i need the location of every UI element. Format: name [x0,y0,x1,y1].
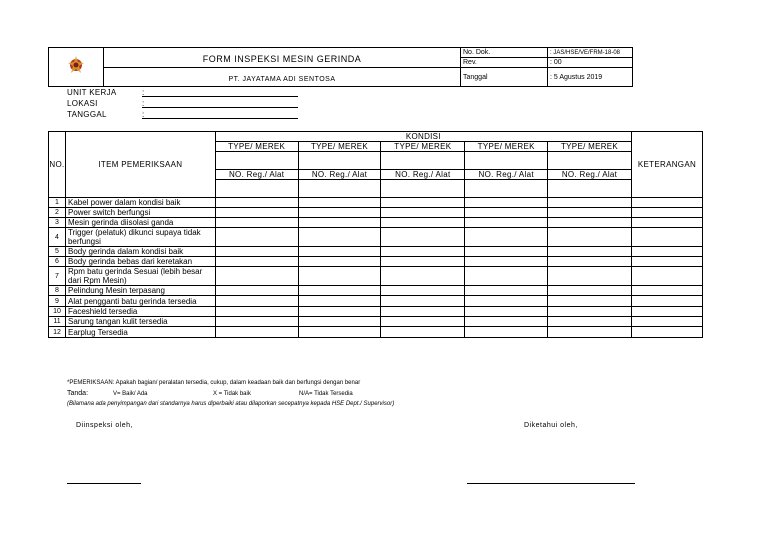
kondisi-cell[interactable] [381,228,465,247]
item-text: Earplug Tersedia [65,327,215,338]
item-number: 3 [49,218,66,228]
keterangan-cell[interactable] [631,198,702,208]
kondisi-cell[interactable] [465,247,548,257]
kondisi-cell[interactable] [215,228,298,247]
tanda-label: Tanda: [67,390,89,397]
kondisi-cell[interactable] [548,327,632,338]
keterangan-cell[interactable] [631,208,702,218]
item-number: 11 [49,317,66,327]
item-text: Sarung tangan kulit tersedia [65,317,215,327]
item-number: 5 [49,247,66,257]
tanda-x: X = Tidak baik [213,391,251,397]
no-reg-header: NO. Reg./ Alat [298,170,381,180]
logo-cell [49,48,104,87]
kondisi-cell[interactable] [298,228,381,247]
lokasi-field[interactable] [142,107,298,108]
kondisi-cell[interactable] [548,296,632,307]
kondisi-cell[interactable] [465,208,548,218]
kondisi-cell[interactable] [381,257,465,267]
item-number: 4 [49,228,66,247]
table-row [49,267,703,286]
kondisi-cell[interactable] [215,257,298,267]
kondisi-cell[interactable] [548,307,632,317]
table-row [49,327,703,338]
tanda-na: N/A= Tidak Tersedia [299,391,353,397]
kondisi-cell[interactable] [548,257,632,267]
kondisi-cell[interactable] [465,307,548,317]
keterangan-cell[interactable] [631,257,702,267]
kondisi-cell[interactable] [298,257,381,267]
item-number: 6 [49,257,66,267]
no-reg-header: NO. Reg./ Alat [465,170,548,180]
doc-value: : JAS/HSE/VE/FRM-18-08 [548,48,633,58]
info-block [67,87,117,120]
kondisi-cell[interactable] [215,247,298,257]
no-reg-header: NO. Reg./ Alat [548,170,632,180]
kondisi-cell[interactable] [215,208,298,218]
item-text: Pelindung Mesin terpasang [65,286,215,296]
kondisi-cell[interactable] [465,228,548,247]
tanggal-field[interactable] [142,118,298,119]
kondisi-cell[interactable] [298,267,381,286]
known-by-label: Diketahui oleh, [524,422,578,429]
colon: : [142,99,145,108]
kondisi-cell[interactable] [548,286,632,296]
table-row [49,317,703,327]
keterangan-cell[interactable] [631,307,702,317]
kondisi-cell[interactable] [465,327,548,338]
unit-kerja-label: UNIT KERJA [67,88,117,97]
kondisi-cell[interactable] [381,208,465,218]
kondisi-cell[interactable] [381,198,465,208]
note-line-3: (Bilamana ada penyimpangan dari standarnya harus diperbaiki atau dilaporkan secepatnya kepada HSE Dept./ Supervisor) [67,401,395,407]
type-merek-header: TYPE/ MEREK [215,142,298,152]
type-merek-header: TYPE/ MEREK [548,142,632,152]
kondisi-cell[interactable] [465,267,548,286]
kondisi-cell[interactable] [465,257,548,267]
kondisi-cell[interactable] [381,286,465,296]
table-row [49,296,703,307]
keterangan-cell[interactable] [631,317,702,327]
table-row [49,247,703,257]
kondisi-cell[interactable] [215,218,298,228]
approver-signature-line[interactable] [467,483,635,484]
kondisi-cell[interactable] [548,198,632,208]
item-text: Trigger (pelatuk) dikunci supaya tidak berfungsi [65,228,215,247]
kondisi-cell[interactable] [215,198,298,208]
type-merek-header: TYPE/ MEREK [298,142,381,152]
kondisi-cell[interactable] [298,208,381,218]
no-reg-cell[interactable] [381,180,465,198]
kondisi-cell[interactable] [548,267,632,286]
item-text: Rpm batu gerinda Sesuai (lebih besar dari Rpm Mesin) [65,267,215,286]
keterangan-cell[interactable] [631,247,702,257]
unit-kerja-field[interactable] [142,96,298,97]
kondisi-cell[interactable] [215,327,298,338]
kondisi-cell[interactable] [381,247,465,257]
kondisi-cell[interactable] [298,286,381,296]
type-merek-header: TYPE/ MEREK [381,142,465,152]
kondisi-cell[interactable] [465,218,548,228]
table-row [49,257,703,267]
item-number: 7 [49,267,66,286]
keterangan-cell[interactable] [631,218,702,228]
company-cell [104,68,461,87]
table-row [49,228,703,247]
colon: : [142,110,145,119]
kondisi-cell[interactable] [381,267,465,286]
keterangan-cell[interactable] [631,267,702,286]
keterangan-header: KETERANGAN [631,132,702,198]
tanggal-value: : 5 Agustus 2019 [548,68,633,87]
inspected-by-label: Diinspeksi oleh, [76,422,134,429]
type-merek-cell[interactable] [548,152,632,170]
item-number: 2 [49,208,66,218]
tanggal-label: Tanggal [461,68,548,87]
kondisi-cell[interactable] [298,247,381,257]
rev-value: : 00 [548,58,633,68]
kondisi-cell[interactable] [548,247,632,257]
form-title-cell [104,48,461,68]
keterangan-cell[interactable] [631,228,702,247]
doc-label: No. Dok. [461,48,548,58]
keterangan-cell[interactable] [631,296,702,307]
item-text: Mesin gerinda diisolasi ganda [65,218,215,228]
kondisi-cell[interactable] [548,218,632,228]
kondisi-cell[interactable] [381,218,465,228]
kondisi-cell[interactable] [298,327,381,338]
lokasi-label: LOKASI [67,99,98,108]
kondisi-cell[interactable] [215,317,298,327]
item-number: 12 [49,327,66,338]
company-name: PT. JAYATAMA ADI SENTOSA [228,76,336,83]
tanggal-info-label: TANGGAL [67,110,107,119]
kondisi-header: KONDISI [215,132,631,142]
company-logo-icon [65,54,87,76]
type-merek-cell[interactable] [465,152,548,170]
kondisi-cell[interactable] [298,218,381,228]
item-text: Body gerinda bebas dari keretakan [65,257,215,267]
item-text: Faceshield tersedia [65,307,215,317]
kondisi-cell[interactable] [215,296,298,307]
kondisi-cell[interactable] [215,267,298,286]
kondisi-cell[interactable] [381,296,465,307]
note-line-1: *PEMERIKSAAN: Apakah bagian/ peralatan tersedia, cukup, dalam keadaan baik dan berfungsi dengan benar [67,380,361,386]
no-header: NO. [49,132,66,198]
keterangan-cell[interactable] [631,327,702,338]
item-number: 10 [49,307,66,317]
type-merek-cell[interactable] [215,152,298,170]
no-reg-cell[interactable] [548,180,632,198]
item-number: 1 [49,198,66,208]
colon: : [142,88,145,97]
kondisi-cell[interactable] [215,286,298,296]
item-number: 8 [49,286,66,296]
type-merek-header: TYPE/ MEREK [465,142,548,152]
inspector-signature-line[interactable] [67,483,141,484]
kondisi-cell[interactable] [298,307,381,317]
tanda-v: V= Baik/ Ada [113,391,148,397]
no-reg-header: NO. Reg./ Alat [215,170,298,180]
kondisi-cell[interactable] [215,307,298,317]
item-text: Power switch berfungsi [65,208,215,218]
inspection-table [48,131,703,338]
kondisi-cell[interactable] [465,198,548,208]
info-colons [142,87,145,120]
kondisi-cell[interactable] [465,286,548,296]
kondisi-cell[interactable] [465,317,548,327]
type-merek-cell[interactable] [381,152,465,170]
table-row [49,307,703,317]
table-row [49,218,703,228]
kondisi-cell[interactable] [381,307,465,317]
table-row [49,208,703,218]
legend-row [67,390,487,399]
no-reg-cell[interactable] [465,180,548,198]
rev-label: Rev. [461,58,548,68]
kondisi-cell[interactable] [381,317,465,327]
no-reg-cell[interactable] [298,180,381,198]
kondisi-cell[interactable] [298,198,381,208]
kondisi-cell[interactable] [548,317,632,327]
kondisi-cell[interactable] [465,296,548,307]
table-row [49,286,703,296]
item-number: 9 [49,296,66,307]
kondisi-cell[interactable] [381,327,465,338]
no-reg-cell[interactable] [215,180,298,198]
item-text: Alat pengganti batu gerinda tersedia [65,296,215,307]
keterangan-cell[interactable] [631,286,702,296]
form-title: FORM INSPEKSI MESIN GERINDA [202,53,362,64]
kondisi-cell[interactable] [298,296,381,307]
no-reg-header: NO. Reg./ Alat [381,170,465,180]
table-row [49,198,703,208]
item-text: Kabel power dalam kondisi baik [65,198,215,208]
kondisi-cell[interactable] [298,317,381,327]
header-table [48,47,633,87]
item-header: ITEM PEMERIKSAAN [65,132,215,198]
kondisi-cell[interactable] [548,208,632,218]
type-merek-cell[interactable] [298,152,381,170]
kondisi-cell[interactable] [548,228,632,247]
item-text: Body gerinda dalam kondisi baik [65,247,215,257]
